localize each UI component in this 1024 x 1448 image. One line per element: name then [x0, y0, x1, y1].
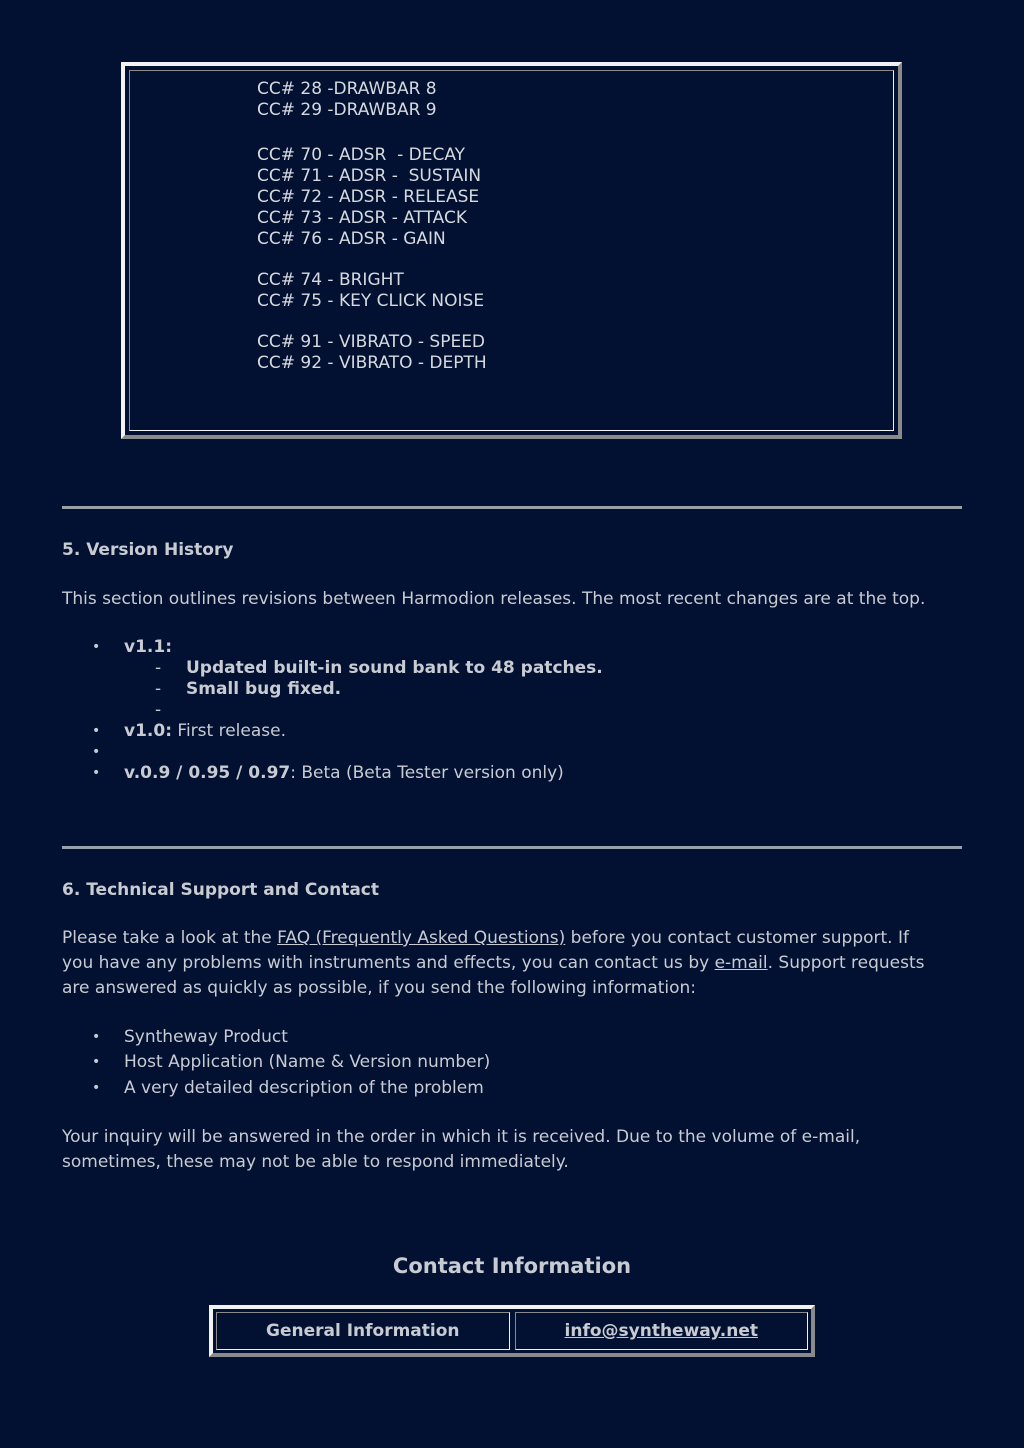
cc-controller-inner [129, 70, 894, 431]
support-text: . Support requests [767, 953, 925, 973]
cc-controller-box [121, 62, 902, 439]
support-text: you have any problems with instruments and effects, you can contact us by [62, 953, 715, 973]
change-item: Updated built-in sound bank to 48 patches. [186, 658, 603, 678]
bullet-icon: • [92, 1029, 101, 1045]
inquiry-text: sometimes, these may not be able to respond immediately. [62, 1152, 569, 1172]
change-item: Small bug fixed. [186, 679, 342, 699]
version-label: v1.0: [124, 721, 172, 741]
contact-label: General Information [265, 1321, 460, 1341]
version-history-intro: This section outlines revisions between Harmodion releases. The most recent changes are at the top. [62, 589, 926, 609]
version-label: v.0.9 / 0.95 / 0.97 [124, 763, 291, 783]
contact-table [209, 1305, 815, 1357]
cc-list [257, 79, 487, 374]
version-label: v1.1: [124, 637, 172, 657]
cc-line: CC# 74 - BRIGHT [257, 270, 404, 290]
support-text: Please take a look at the [62, 928, 278, 948]
inquiry-text: Your inquiry will be answered in the order in which it is received. Due to the volume of e-mail, [62, 1127, 861, 1147]
contact-label-cell [216, 1312, 510, 1350]
version-history-heading: 5. Version History [62, 540, 234, 560]
contact-email-cell [515, 1312, 809, 1350]
cc-line: CC# 72 - ADSR - RELEASE [257, 187, 480, 207]
cc-line: CC# 75 - KEY CLICK NOISE [257, 291, 485, 311]
info-item: Host Application (Name & Version number) [124, 1052, 491, 1072]
cc-line: CC# 70 - ADSR - DECAY [257, 145, 466, 165]
cc-line: CC# 73 - ADSR - ATTACK [257, 208, 468, 228]
bullet-icon: • [92, 1080, 101, 1096]
info-item: Syntheway Product [124, 1027, 288, 1047]
bullet-icon: • [92, 765, 101, 781]
cc-line: CC# 71 - ADSR - SUSTAIN [257, 166, 482, 186]
bullet-icon: • [92, 1054, 101, 1070]
faq-link[interactable]: FAQ (Frequently Asked Questions) [277, 928, 566, 948]
version-text: First release. [172, 721, 286, 741]
cc-line: CC# 29 -DRAWBAR 9 [257, 100, 437, 120]
cc-line: CC# 91 - VIBRATO - SPEED [257, 332, 486, 352]
cc-line: CC# 28 -DRAWBAR 8 [257, 79, 437, 99]
cc-line: CC# 76 - ADSR - GAIN [257, 229, 446, 249]
support-text: are answered as quickly as possible, if you send the following information: [62, 978, 697, 998]
cc-line: CC# 92 - VIBRATO - DEPTH [257, 353, 487, 373]
support-text: before you contact customer support. If [565, 928, 909, 948]
version-text: : Beta (Beta Tester version only) [290, 763, 564, 783]
bullet-icon: • [92, 744, 101, 760]
info-item: A very detailed description of the problem [124, 1078, 484, 1098]
bullet-icon: • [92, 639, 101, 655]
contact-title: Contact Information [392, 1254, 632, 1278]
support-heading: 6. Technical Support and Contact [62, 880, 379, 900]
email-link[interactable]: e-mail [714, 953, 768, 973]
section-divider [62, 846, 962, 849]
section-divider [62, 506, 962, 509]
support-paragraph [62, 926, 962, 1001]
inquiry-paragraph [62, 1125, 962, 1175]
bullet-icon: • [92, 723, 101, 739]
contact-email-link[interactable]: info@syntheway.net [564, 1321, 758, 1341]
